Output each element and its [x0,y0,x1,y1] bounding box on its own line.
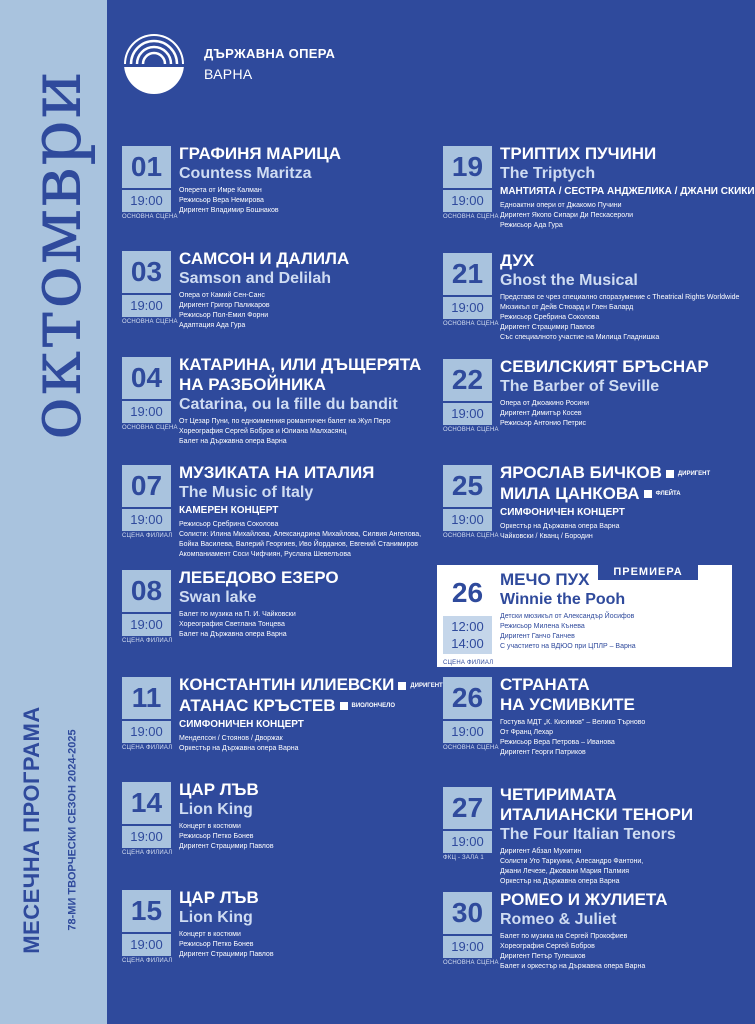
premiere-badge: ПРЕМИЕРА [598,565,698,580]
event-detail-line: Режисьор Антонио Петрис [500,420,587,427]
event-detail-line: Режисьор Вера Немирова [179,197,264,204]
event-title: ЧЕТИРИМАТА [500,785,617,804]
event-detail-line: Диригент Абзал Мухитин [500,848,582,855]
event-detail-line: Концерт в костюми [179,823,241,830]
date-box [122,677,171,757]
event-role-2: ФЛЕЙТА [655,491,681,498]
event-details [179,186,429,216]
event-detail-line: Балет на Държавна опера Варна [179,631,287,638]
date-box [443,787,492,867]
date-box [443,572,494,666]
event-date: 25 [443,465,492,507]
event-date: 15 [122,890,171,932]
event-venue: ОСНОВНА СЦЕНА [443,214,499,220]
event-date: 04 [122,357,171,399]
event-detail-line: Балет по музика на Сергей Прокофиев [500,933,628,940]
date-box [122,251,178,331]
date-box [122,357,178,437]
event-subtitle: Catarina, ou la fille du bandit [179,396,398,413]
event-detail-line: Диригент Григор Паликаров [179,302,270,309]
event-detail-line: От Цезар Пуни, по едноименния романтичен балет на Жул Перо [179,418,391,425]
event-details [500,932,750,972]
event-time: 19:00 [122,934,171,956]
event-info [179,568,429,640]
event-title-2: НА УСМИВКИТЕ [500,695,635,714]
event-details [500,718,750,758]
event-info [500,251,750,343]
event-info [500,675,750,758]
event-info [179,144,429,216]
event-details [500,612,750,652]
event-subtitle: The Four Italian Tenors [500,826,676,843]
event-detail-line: Диригент Страцимир Павлов [179,951,274,958]
event-detail-line: Режисьор Вера Петрова – Иванова [500,739,615,746]
event-subtitle: Winnie the Pooh [500,591,626,608]
event-title: ЦАР ЛЪВ [179,780,259,799]
event-details [500,399,750,429]
event-title: ЦАР ЛЪВ [179,888,259,907]
date-box [443,359,499,439]
event-venue: ОСНОВНА СЦЕНА [443,427,499,433]
event-detail-line: Балет и оркестър на Държавна опера Варна [500,963,646,970]
event-details [179,734,429,754]
event-tag: СИМФОНИЧЕН КОНЦЕРТ [500,507,625,519]
event-subtitle: Lion King [179,801,253,818]
event-venue: ОСНОВНА СЦЕНА [443,321,499,327]
event-date: 07 [122,465,171,507]
event-date: 30 [443,892,492,934]
event-venue: ОСНОВНА СЦЕНА [122,425,178,431]
event-venue: ОСНОВНА СЦЕНА [122,319,178,325]
event-date: 26 [443,677,492,719]
event-tag: МАНТИЯТА / СЕСТРА АНДЖЕЛИКА / ДЖАНИ СКИКИ [500,186,755,197]
event-detail-line: Адаптация Ада Гура [179,322,246,329]
event-title: ТРИПТИХ ПУЧИНИ [500,144,657,163]
event-detail-line: Режисьор Милена Кънева [500,623,585,630]
date-box [122,570,171,650]
event-detail-line: Детски мюзикъл от Александър Йосифов [500,613,635,620]
event-detail-line: От Франц Лехар [500,729,554,736]
event-venue: СЦЕНА ФИЛИАЛ [122,638,173,644]
date-box [122,782,171,862]
event-date: 14 [122,782,171,824]
event-subtitle: Swan lake [179,589,257,606]
date-box [443,253,499,333]
event-detail-line: Режисьор Сребрина Соколова [500,314,600,321]
event-detail-line: Менделсон / Стоянов / Дворжак [179,735,283,743]
event-info [500,144,755,231]
event-time: 19:00 [443,831,492,853]
event-detail-line: Хореография Сергей Бобров и Юлиана Малхасянц [179,428,347,435]
event-title: ЛЕБЕДОВО ЕЗЕРО [179,568,339,587]
event-detail-line: Солисти Уго Таркуини, Алесандро Фантони, [500,858,644,865]
event-info [500,570,750,652]
event-date: 26 [451,577,484,608]
event-title: МЕЧО ПУХ [500,570,590,589]
event-details [179,520,429,560]
event-time: 19:00 [443,297,492,319]
event-details [179,822,429,852]
date-box [122,146,178,226]
event-time: 19:00 [443,936,492,958]
event-tag: СИМФОНИЧЕН КОНЦЕРТ [179,719,304,731]
event-date: 11 [122,677,171,719]
opera-emblem-icon [122,32,186,96]
month-title: октомври [13,69,98,441]
logo-line-2: ВАРНА [204,66,253,82]
event-title-2: МИЛА ЦАНКОВА ФЛЕЙТА [500,483,681,503]
event-detail-line: Диригент Страцимир Павлов [179,843,274,850]
event-detail-line: Гостува МДТ „К. Кисимов" – Велико Търново [500,719,646,726]
event-time: 19:00 [443,721,492,743]
event-detail-line: Балет на Държавна опера Варна [179,438,287,445]
event-detail-line: Чайковски / Кванц / Бородин [500,533,593,541]
event-detail-line: Солисти: Илина Михайлова, Александрина Михайлова, Силвия Ангелова, [179,531,422,538]
square-icon [666,470,674,478]
square-icon [398,682,406,690]
event-detail-line: Опера от Джоакино Росини [500,400,590,407]
event-detail-line: Хореография Светлана Тонцева [179,621,285,628]
event-details [500,293,750,343]
event-time: 19:00 [122,614,171,636]
event-time: 19:00 [122,190,171,212]
event-detail-line: Оркестър на Държавна опера Варна [179,745,299,753]
event-subtitle: Samson and Delilah [179,270,332,287]
event-details [179,291,429,331]
event-detail-line: Режисьор Петко Бонев [179,833,254,840]
event-detail-line: Мюзикъл от Дейв Стюард и Глен Балард [500,304,634,311]
event-subtitle: Romeo & Juliet [500,911,617,928]
event-info [500,463,750,542]
event-detail-line: Концерт в костюми [179,931,241,938]
date-box [122,465,171,545]
event-detail-line: Диригент Страцимир Павлов [500,324,595,331]
event-detail-line: Диригент Владимир Бошнаков [179,207,279,214]
event-role: ДИРИГЕНТ [677,470,711,477]
event-detail-line: Акомпаниамент Соси Чифчиян, Руслана Шевелъова [179,551,351,558]
event-subtitle: The Barber of Seville [500,378,660,395]
event-details [500,522,750,542]
event-title: ГРАФИНЯ МАРИЦА [179,144,341,163]
event-venue: ОСНОВНА СЦЕНА [443,745,499,751]
event-info [500,890,750,972]
event-date: 27 [443,787,492,829]
date-box [443,677,499,757]
season-label: 78-МИ ТВОРЧЕСКИ СЕЗОН 2024-2025 [67,729,79,931]
event-title-2: НА РАЗБОЙНИКА [179,375,326,394]
event-time: 19:00 [122,721,171,743]
square-icon [340,702,348,710]
event-venue: ФКЦ - ЗАЛА 1 [443,855,484,861]
event-detail-line: Хореография Сергей Бобров [500,943,595,950]
event-title: РОМЕО И ЖУЛИЕТА [500,890,668,909]
event-detail-line: Диригент Якопо Сипари Ди Пескасероли [500,212,634,219]
event-info [500,357,750,429]
event-role: ДИРИГЕНТ [410,682,443,689]
event-details [179,417,429,447]
event-time: 19:00 [443,190,492,212]
event-info [179,355,429,447]
event-detail-line: Диригент Димитър Косев [500,410,582,417]
event-details [500,847,750,887]
event-info [179,888,429,960]
program-title: МЕСЕЧНА ПРОГРАМА [19,706,44,954]
event-detail-line: Балет по музика на П. И. Чайковски [179,611,296,618]
event-title: ДУХ [500,251,535,270]
opera-logo [122,32,422,96]
event-details [500,201,750,231]
date-box [443,465,499,545]
event-title: СЕВИЛСКИЯТ БРЪСНАР [500,357,709,376]
event-time: 19:00 [122,826,171,848]
event-detail-line: Режисьор Сребрина Соколова [179,521,279,528]
event-time: 19:00 [443,509,492,531]
event-venue: СЦЕНА ФИЛИАЛ [122,850,173,856]
event-date: 19 [443,146,492,188]
event-subtitle: The Triptych [500,165,596,182]
event-venue: СЦЕНА ФИЛИАЛ [122,745,173,751]
event-title: КАТАРИНА, ИЛИ ДЪЩЕРЯТА [179,355,422,374]
event-info [179,675,443,754]
event[interactable] [437,565,732,667]
event-subtitle: Lion King [179,909,253,926]
event-title: КОНСТАНТИН ИЛИЕВСКИ ДИРИГЕНТ [179,675,443,694]
event-venue: СЦЕНА ФИЛИАЛ [443,660,494,666]
event-subtitle: Ghost the Musical [500,272,638,289]
event-date: 01 [122,146,171,188]
event-detail-line: Режисьор Петко Бонев [179,941,254,948]
event-detail-line: Диригент Ганчо Ганчев [500,633,575,640]
event-detail-line: Оперета от Имре Калман [179,187,262,194]
event-date: 03 [122,251,171,293]
event-venue: ОСНОВНА СЦЕНА [122,214,178,220]
event-title-2: ИТАЛИАНСКИ ТЕНОРИ [500,805,694,824]
date-box [443,892,499,972]
event-detail-line: Диригент Георги Патриков [500,749,586,756]
event-detail-line: Оркестър на Държавна опера Варна [500,878,620,885]
logo-line-1: ДЪРЖАВНА ОПЕРА [204,46,336,61]
event-time: 19:00 [122,401,171,423]
event-info [179,463,429,560]
event-venue: ОСНОВНА СЦЕНА [443,960,499,966]
date-box [443,146,499,226]
event-venue: СЦЕНА ФИЛИАЛ [122,533,173,539]
event-detail-line: С участието на ВДЮО при ЦПЛР – Варна [500,643,636,650]
event-subtitle: Countess Maritza [179,165,312,182]
event-detail-line: Опера от Камий Сен-Санс [179,292,265,299]
event-date: 08 [122,570,171,612]
event-title-2: АТАНАС КРЪСТЕВ ВИОЛОНЧЕЛО [179,695,395,715]
event-time: 19:00 [122,295,171,317]
event-venue: ОСНОВНА СЦЕНА [443,533,499,539]
event-details [179,610,429,640]
event-detail-line: Оркестър на Държавна опера Варна [500,523,620,531]
event-date: 21 [443,253,492,295]
square-icon [644,490,652,498]
event-title: СТРАНАТА [500,675,590,694]
event-time: 19:00 [443,403,492,425]
event-info [179,780,429,852]
event-details [179,930,429,960]
event-time: 19:00 [122,509,171,531]
event-detail-line: Диригент Петър Тулешков [500,953,586,960]
event-detail-line: Режисьор Пол-Емил Форни [179,312,269,319]
event-subtitle: The Music of Italy [179,484,314,501]
event-detail-line: Представя се чрез специално споразумение с Theatrical Rights Worldwide [500,294,740,301]
event-title: ЯРОСЛАВ БИЧКОВ ДИРИГЕНТ [500,463,711,482]
event-info [500,785,750,887]
event-venue: СЦЕНА ФИЛИАЛ [122,958,173,964]
event-detail-line: Джани Лечезе, Джовани Мария Палмия [500,868,630,875]
event-detail-line: Едноактни опери от Джакомо Пучини [500,202,622,209]
event-detail-line: Режисьор Ада Гура [500,222,563,229]
event-title: МУЗИКАТА НА ИТАЛИЯ [179,463,375,482]
event-detail-line: Бойка Василева, Валерий Георгиев, Ивo Йорданов, Евгений Станимиров [179,541,418,548]
event-detail-line: Със специалното участие на Милица Гладнишка [500,334,660,341]
date-box [122,890,171,970]
event-time: 12:00 14:00 [443,616,492,654]
event-role-2: ВИОЛОНЧЕЛО [351,703,395,710]
event-tag: КАМЕРЕН КОНЦЕРТ [179,505,279,516]
event-title: САМСОН И ДАЛИЛА [179,249,350,268]
event-info [179,249,429,331]
event-date: 22 [443,359,492,401]
